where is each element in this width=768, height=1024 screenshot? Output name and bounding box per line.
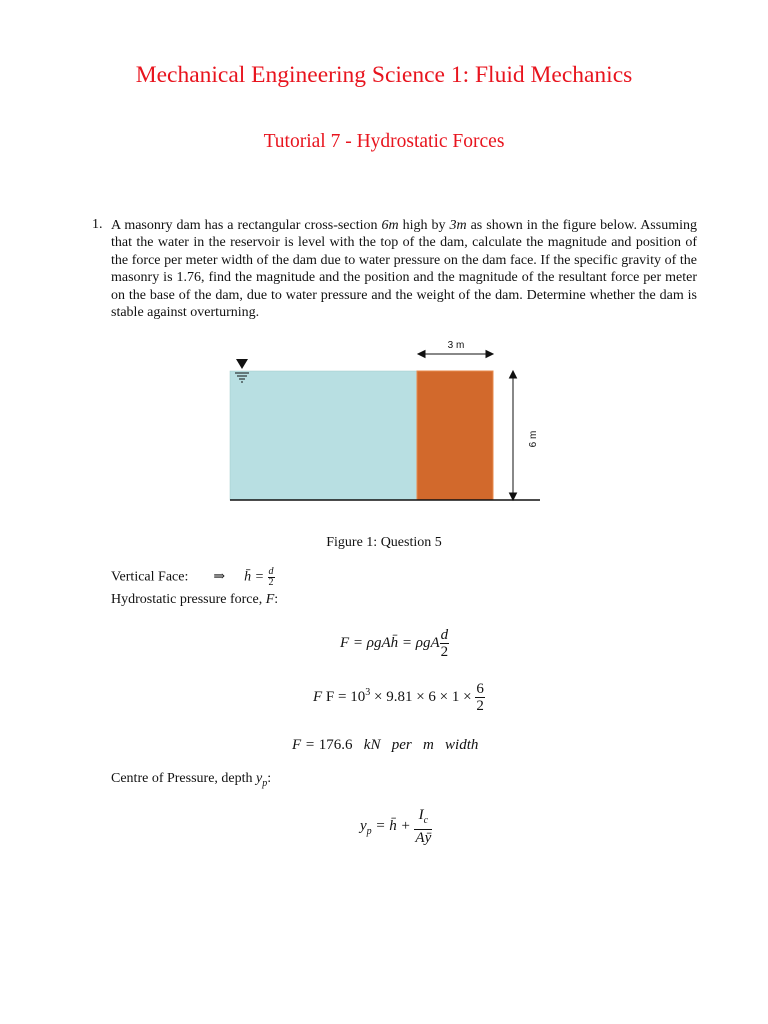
width-dimension-label: 3 m [447,340,465,351]
height-value: 6m [381,218,399,233]
vertical-face-line: Vertical Face: ⇒ h̄ = $\frac{d}{2}$ [111,566,274,588]
masonry-dam [417,371,493,500]
width-dimension-arrow [418,351,493,358]
specific-gravity-value: 1.76 [176,270,201,286]
force-label-line: Hydrostatic pressure force, F: [111,592,279,607]
equation-force-result: F = 176.6 kN per m width [292,737,479,753]
hbar-equation: h̄ = [244,569,265,585]
question-text: A masonry dam has a rectangular cross-section 6m high by 3m as shown in the figure below. Assuming that the water in the reservoir is level with the top of the dam, calculate the magnitude and position of the force per meter width of the dam due to water pressure on the dam face. If the specific gravity of the masonry is 1.76, find the magnitude and the position and the magnitude of the resultant force per meter on the base of the dam, due to water pressure and the weight of the dam. Determine whether the dam is stable against overturning. [111,218,697,321]
hbar-fraction: $\frac{d}{2}$ [268,566,274,588]
figure-caption: Figure 1: Question 5 [326,535,442,550]
equation-force-general: F = ρgAh̄ = ρgA $\frac{d}{2}$ [340,627,449,660]
centre-of-pressure-label: Centre of Pressure, depth $y_p$: [111,771,272,789]
implies-symbol: ⇒ [213,569,226,585]
height-dimension-arrow [510,371,517,500]
reservoir-water [230,371,417,500]
question-number: 1. [92,217,103,232]
width-value: 3m [449,218,467,233]
dam-figure [228,338,544,513]
height-dimension-label: 6 m [528,430,539,448]
document-subtitle: Tutorial 7 - Hydrostatic Forces [263,131,505,152]
dam-diagram [228,338,544,508]
document-title: Mechanical Engineering Science 1: Fluid Mechanics [135,62,633,88]
equation-force-substituted: F $F = 10^3 \times 9.81 \times 6 \times 1$ × $\frac{6}{2}$ [313,681,484,714]
equation-centre-of-pressure: $y_p$ = h̄ + $\frac{I_c}{Aȳ}$ [360,807,432,846]
